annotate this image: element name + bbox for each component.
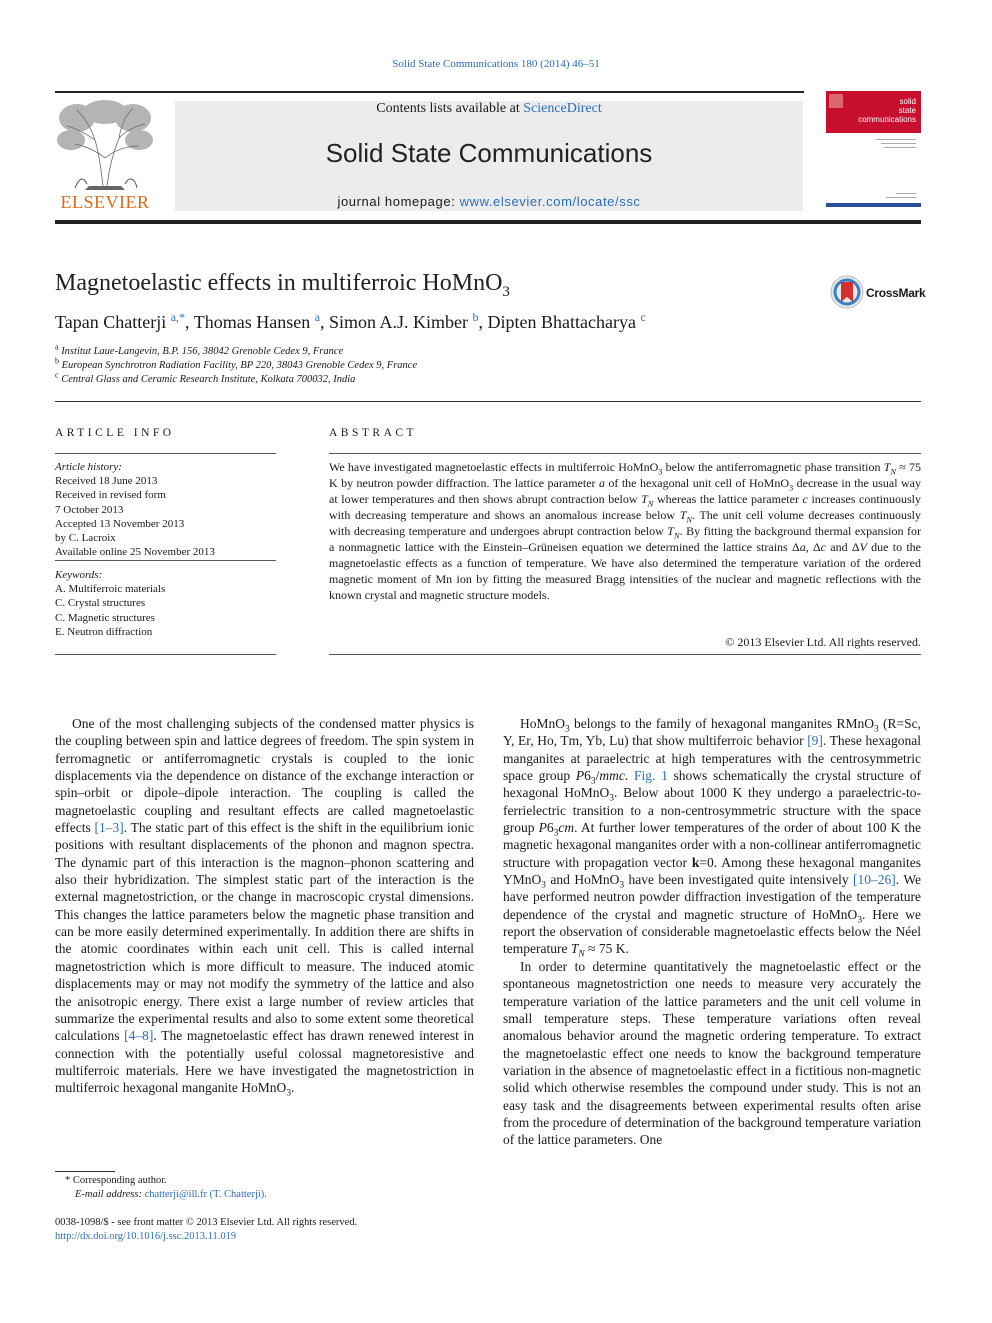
journal-homepage: [175, 194, 803, 209]
author-affil-sup[interactable]: c: [640, 310, 646, 324]
cover-word-solid: solid: [899, 97, 916, 106]
header-bottom-rule: [55, 220, 921, 224]
issn-line: 0038-1098/$ - see front matter © 2013 Elsevier Ltd. All rights reserved.: [55, 1217, 358, 1228]
cover-word-state: state: [898, 106, 916, 115]
citation-link[interactable]: [4–8]: [124, 1028, 154, 1044]
affil-text: European Synchrotron Radiation Facility, BP 220, 38043 Grenoble Cedex 9, France: [61, 360, 418, 371]
sciencedirect-link[interactable]: ScienceDirect: [523, 101, 602, 116]
issn-block: [55, 1216, 475, 1244]
author-affil-sup[interactable]: a: [314, 310, 321, 324]
title-subscript: 3: [502, 283, 510, 300]
keyword-item: E. Neutron diffraction: [55, 625, 153, 638]
body-column-left: [55, 715, 474, 1097]
keyword-item: C. Crystal structures: [55, 597, 146, 610]
body-paragraph: One of the most challenging subjects of the condensed matter physics is the coupling between spin and lattice degrees of freedom. The spin system in ferromagnetic or antiferromagnetic crystals is coupled to the ionic displacements via the dependence on distance of the exchange interaction or spin–orbit or dipole–dipole interaction. The coupling is called the magnetoelastic coupling and resultant effects are called magnetoelastic effects [1–3]. The static part of this effect is the shift in the equilibrium ionic positions with resultant displacements of the phonon and magnon spectra. The dynamic part of this interaction is the magnon–phonon scattering and also their hybridization. The simplest static part of the interaction is the external magnetostriction, or the change in macroscopic crystal dimensions. This changes the lattice parameters below the magnetic phase transition and can be more easily determined experimentally. In addition there are shifts in the atomic coordinates within each unit cell. This is called internal magnetostriction which is more difficult to measure. The induced atomic displacements may or may not modify the symmetry of the lattice and also the anisotropic energy. There exist a large number of review articles that summarize the experimental results and also to some extent some theoretical calculations [4–8]. The magnetoelastic effect has drawn renewed interest in connection with the potentially useful colossal magnetoresistive and multiferroic materials. Here we have investigated the magnetostriction in multiferroic hexagonal manganite HoMnO$_3$.: [55, 716, 475, 1099]
author-affil-sup[interactable]: a,*: [170, 310, 186, 324]
history-item: Received in revised form: [55, 489, 166, 502]
history-item: Available online 25 November 2013: [55, 546, 215, 559]
citation-link[interactable]: [9]: [807, 733, 823, 749]
author-name[interactable]: Dipten Bhattacharya: [487, 312, 636, 332]
footnote-corresponding: Corresponding author.: [72, 1175, 167, 1186]
history-item: 7 October 2013: [55, 503, 124, 516]
history-item: by C. Lacroix: [55, 532, 116, 545]
affiliation-item: [55, 370, 417, 387]
affiliations: [55, 342, 418, 387]
homepage-prefix: journal homepage:: [337, 194, 460, 209]
author-list: Tapan Chatterji $^{a,*}$, Thomas Hansen $^a$, Simon A.J. Kimber $^b$, Dipten Bhattacharya $^c$: [55, 310, 646, 332]
journal-reference[interactable]: Solid State Communications 180 (2014) 46–51: [392, 58, 600, 70]
history-item: Accepted 13 November 2013: [55, 517, 185, 530]
crossmark-icon[interactable]: [829, 274, 865, 310]
abstract-copyright: © 2013 Elsevier Ltd. All rights reserved.: [725, 635, 921, 649]
affil-text: Central Glass and Ceramic Research Institute, Kolkata 700032, India: [61, 374, 356, 385]
email-name[interactable]: (T. Chatterji).: [209, 1189, 267, 1200]
journal-cover-thumbnail: [826, 91, 921, 211]
author-affil-sup[interactable]: b: [472, 310, 479, 324]
article-info-heading: ARTICLE INFO: [55, 427, 175, 439]
article-info-rule: [55, 453, 276, 454]
body-paragraph: In order to determine quantitatively the magnetoelastic effect or the spontaneous magnetostriction one needs to measure very accurately the temperature variation of the lattice parameters and the unit cell volume in small temperature steps. These temperature variations often reveal anomalous behavior around the magnetic ordering temperature. To extract the magnetoelastic effect one needs to know the background temperature variation in the absence of magnetoelastic effect in a fictitious non-magnetic solid which otherwise resembles the compound under study. This is not an easy task and the disagreements between experimental results often arise from the procedure of determination of the background temperature variation of the lattice parameters. One: [503, 958, 921, 1148]
article-history: [55, 460, 276, 559]
affiliation-item: [55, 342, 417, 359]
affil-marker: b: [55, 356, 59, 366]
citation-link[interactable]: [1–3]: [94, 820, 124, 836]
author-name[interactable]: Tapan Chatterji: [55, 312, 167, 332]
footnote-line: [55, 1188, 475, 1202]
history-label: Article history:: [55, 461, 122, 473]
doi-link[interactable]: http://dx.doi.org/10.1016/j.ssc.2013.11.019: [55, 1231, 237, 1242]
journal-title: Solid State Communications: [325, 138, 653, 168]
history-item: Received 18 June 2013: [55, 475, 158, 488]
citation-link[interactable]: [10–26]: [853, 872, 896, 888]
author-name[interactable]: Thomas Hansen: [193, 312, 311, 332]
figure-link[interactable]: Fig. 1: [633, 768, 668, 784]
email-label: E-mail address:: [75, 1189, 142, 1200]
contents-prefix: Contents lists available at: [376, 101, 524, 116]
keywords: [55, 568, 276, 639]
keyword-item: C. Magnetic structures: [55, 611, 155, 624]
abstract-rule: [329, 453, 921, 454]
title-divider: [55, 401, 921, 402]
homepage-link[interactable]: www.elsevier.com/locate/ssc: [459, 194, 641, 209]
crossmark-label[interactable]: CrossMark: [866, 286, 926, 300]
corresponding-author-footnote: [55, 1174, 475, 1202]
title-main: Magnetoelastic effects in multiferroic HoMnO: [55, 270, 503, 296]
abstract-text: We have investigated magnetoelastic effects in multiferroic HoMnO$_3$ below the antiferromagnetic phase transition $T_N \approx 75$ K by neutron powder diffraction. The lattice parameter a of the hexagonal unit cell of HoMnO$_3$ decrease in the usual way at lower temperatures and then shows abrupt contraction below $T_N$ whereas the lattice parameter c increases continuously with decreasing temperature and shows an anomalous increase below $T_N$. The unit cell volume decreases continuously with decreasing temperature and undergoes abrupt contraction below $T_N$. By fitting the background thermal expansion for a nonmagnetic lattice with the Einstein–Grüneisen equation we determined the lattice strains Δa, Δc and ΔV due to the magnetoelastic effects as a function of temperature. We have also determined the temperature variation of the ordered magnetic moment of Mn ion by fitting the measured Bragg intensities of the nuclear and magnetic reflections with the known crystal and magnetic structure models.: [329, 460, 922, 602]
abstract-bottom-rule: [329, 654, 921, 655]
footnote-line: * Corresponding author.: [65, 1175, 167, 1186]
elsevier-wordmark: ELSEVIER: [60, 192, 150, 212]
contents-line: [175, 101, 803, 117]
article-info-bottom-rule: [55, 654, 276, 655]
affil-text: Institut Laue-Langevin, B.P. 156, 38042 Grenoble Cedex 9, France: [61, 346, 344, 357]
keyword-item: A. Multiferroic materials: [55, 583, 166, 596]
article-title: [55, 270, 510, 300]
author-name[interactable]: Simon A.J. Kimber: [329, 312, 469, 332]
body-paragraph: HoMnO$_3$ belongs to the family of hexagonal manganites RMnO$_3$ (R=Sc, Y, Er, Ho, Tm, Yb, Lu) that show multiferroic behavior [9]. These hexagonal manganites at paraelectric at high temperatures with the centrosymmetric space group $P6_3$/mmc. Fig. 1 shows schematically the crystal structure of hexagonal HoMnO$_3$. Below about 1000 K they undergo a paraelectric-to-ferrielectric transition to a non-centrosymmetric structure with the space group $P6_3cm$. At further lower temperatures of the order of about 100 K the magnetic hexagonal manganites order with a non-collinear antiferromagnetic structure with propagation vector k=0. Among these hexagonal manganites YMnO$_3$ and HoMnO$_3$ have been investigated quite intensively [10–26]. We have performed neutron powder diffraction investigation of the temperature dependence of the crystal and magnetic structure of HoMnO$_3$. Here we report the observation of considerable magnetoelastic effects below the Néel temperature $T_N \approx 75$ K.: [503, 716, 922, 961]
email-link[interactable]: chatterji@ill.fr: [144, 1189, 208, 1200]
affil-marker: c: [55, 370, 59, 380]
body-column-right: [503, 715, 921, 1149]
cover-word-communications: communications: [858, 115, 916, 124]
affiliation-item: [55, 356, 418, 373]
footnote-rule: [55, 1171, 115, 1172]
header-top-rule: [55, 91, 804, 93]
affil-marker: a: [55, 342, 59, 352]
article-info-rule: [55, 560, 276, 561]
abstract-heading: ABSTRACT: [329, 427, 418, 439]
keywords-label: Keywords:: [55, 569, 103, 581]
